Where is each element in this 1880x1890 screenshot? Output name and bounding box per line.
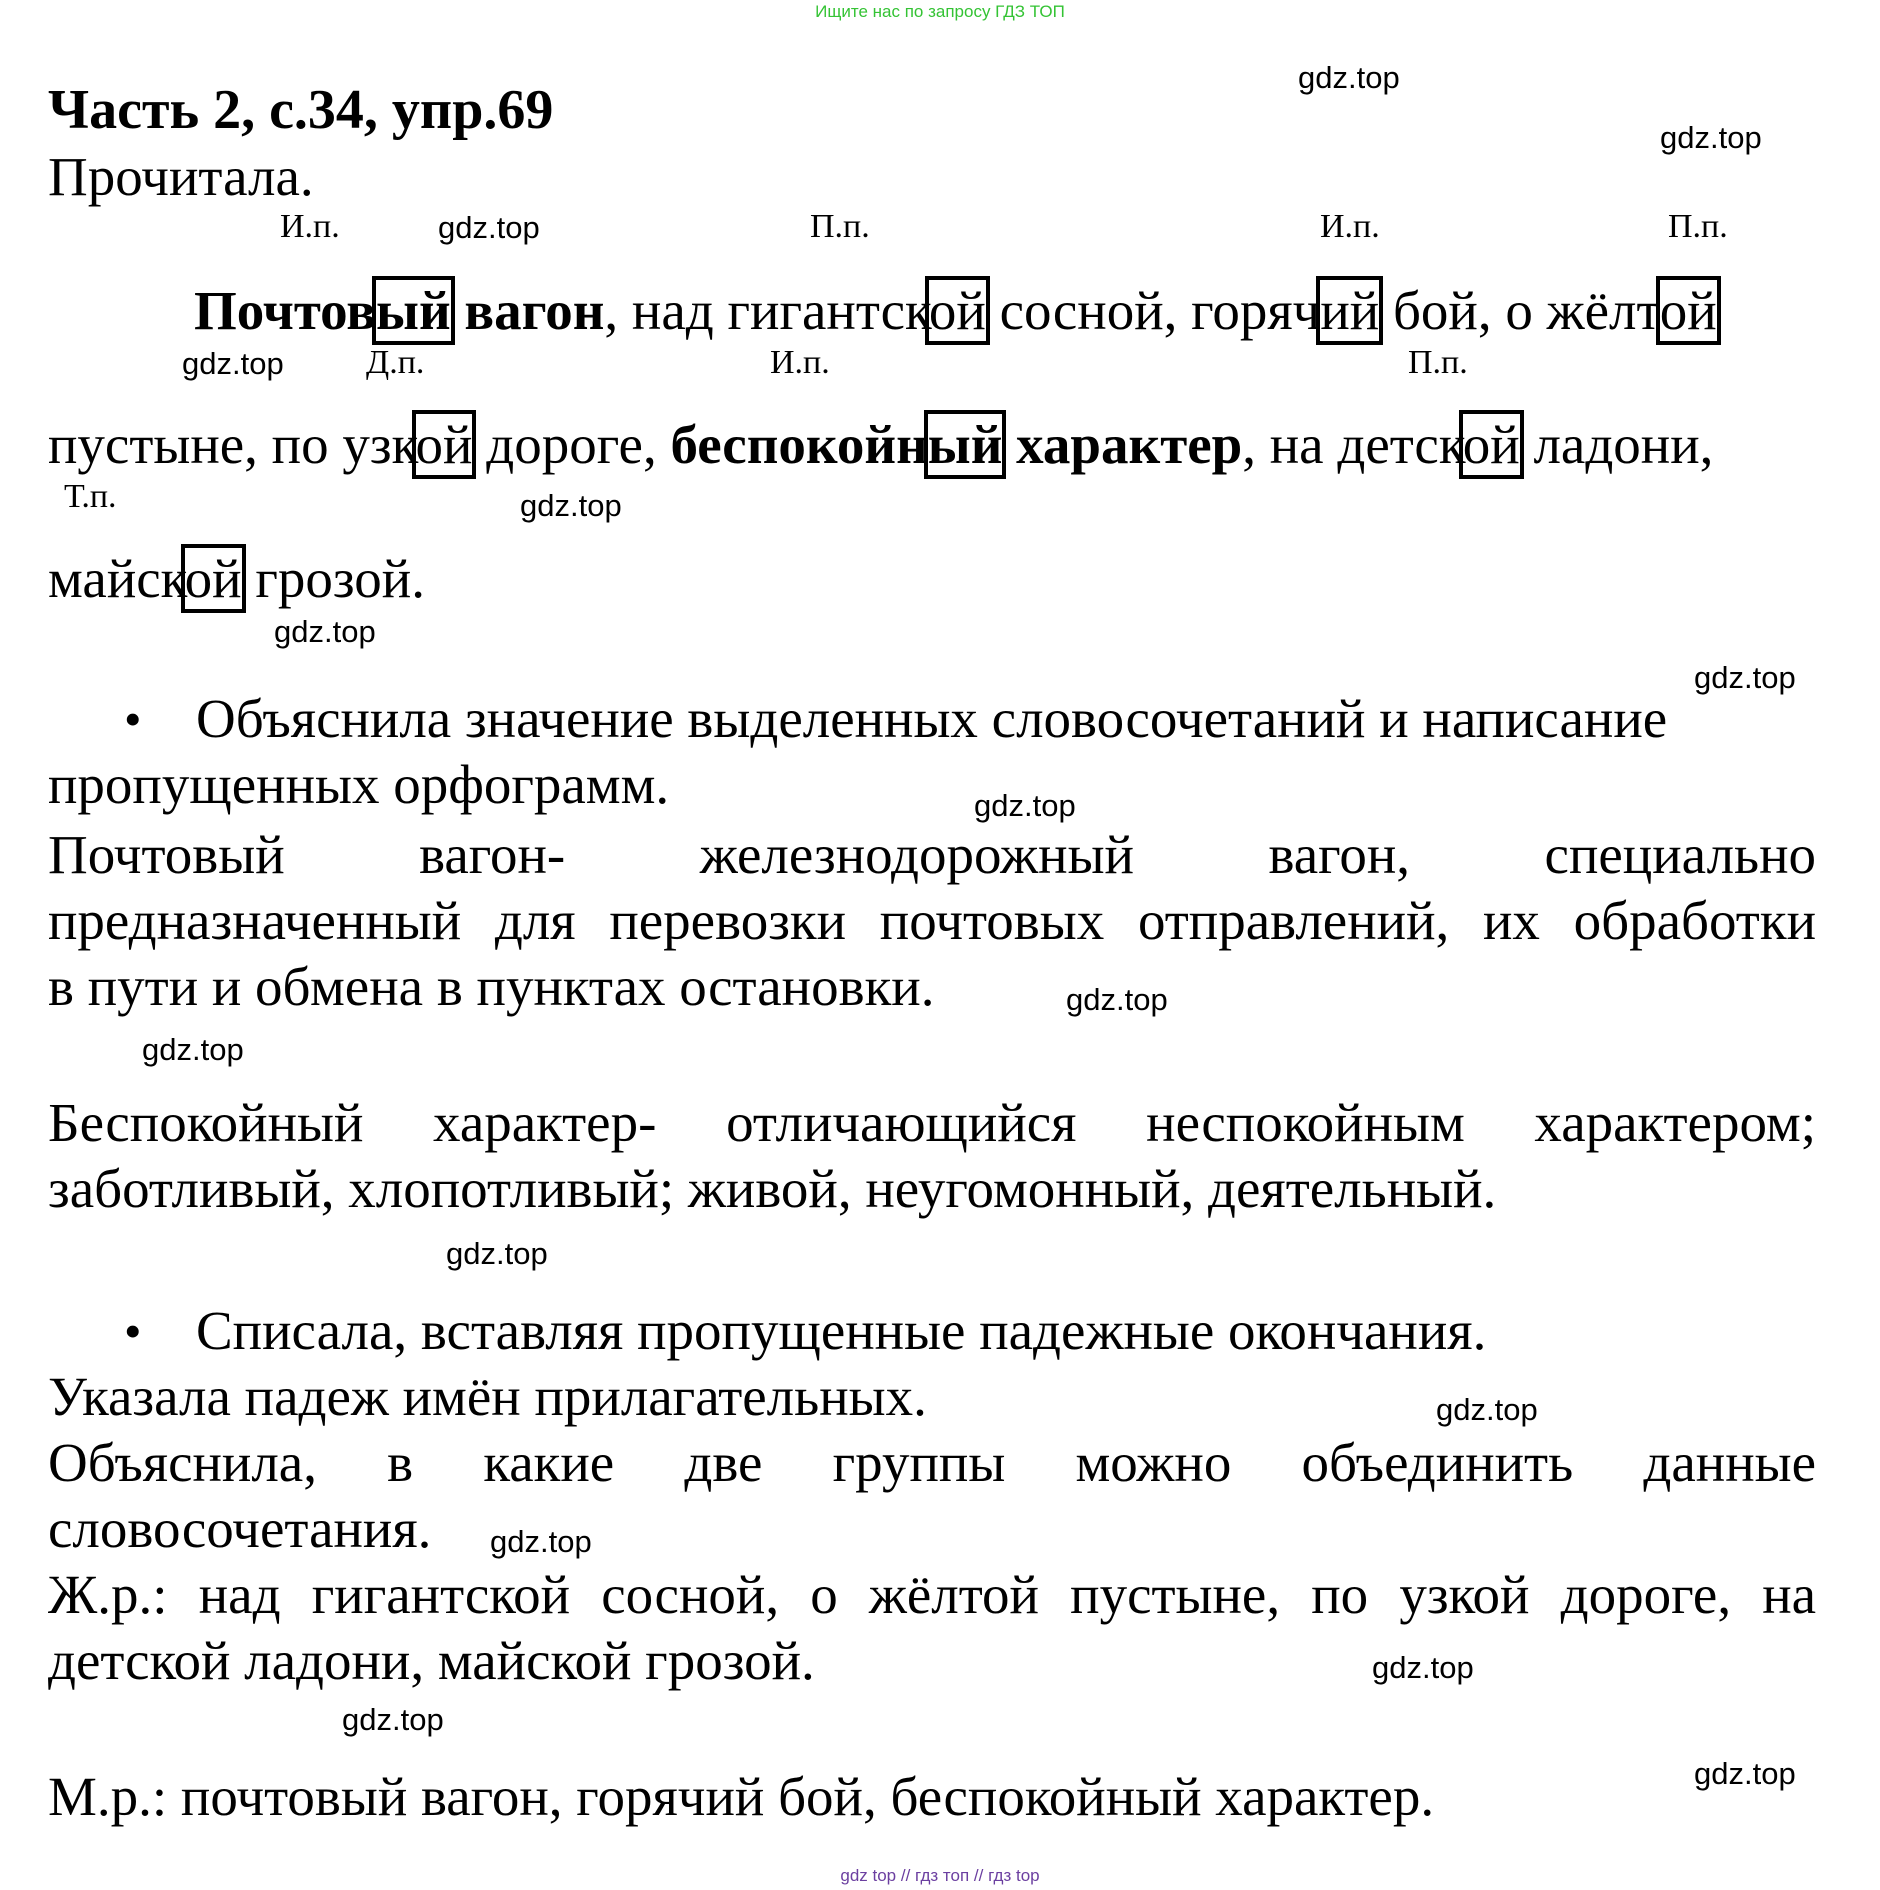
fem-line-2: детской ладони, майской грозой. <box>48 1630 815 1691</box>
boxed-ending: ый <box>376 280 451 341</box>
word-part: пустыне, по узк <box>48 414 416 475</box>
word: дороге, <box>1560 1564 1732 1625</box>
word: группы <box>832 1432 1006 1493</box>
task2-line-4: словосочетания. <box>48 1498 432 1559</box>
word: о <box>810 1564 838 1625</box>
word-part: вагон <box>450 280 605 341</box>
watermark: gdz.top <box>1298 60 1400 95</box>
bullet: • <box>124 1303 142 1359</box>
exercise-line-1 <box>194 278 1717 344</box>
watermark: gdz.top <box>1660 120 1762 155</box>
word: объединить <box>1301 1432 1574 1493</box>
case-label: П.п. <box>1668 208 1728 245</box>
def2-line-1 <box>48 1090 1816 1156</box>
word-part: характер <box>1002 414 1243 475</box>
word: пустыне, <box>1070 1564 1281 1625</box>
watermark: gdz.top <box>520 488 622 523</box>
word-part: беспокойн <box>670 414 928 475</box>
word-part: сосной, горяч <box>985 280 1321 341</box>
watermark: gdz.top <box>274 614 376 649</box>
case-label: П.п. <box>1408 344 1468 381</box>
page-title: Часть 2, с.34, упр.69 <box>48 79 554 141</box>
case-label: И.п. <box>280 208 340 245</box>
watermark: gdz.top <box>1436 1392 1538 1427</box>
case-label: И.п. <box>770 344 830 381</box>
boxed-ending: ый <box>927 414 1003 475</box>
footer-separator: // <box>900 1866 911 1885</box>
case-label: П.п. <box>810 208 870 245</box>
word-part: , над гигантск <box>604 280 929 341</box>
case-label: Т.п. <box>64 478 117 515</box>
footer-separator: // <box>973 1866 984 1885</box>
word: жёлтой <box>868 1564 1039 1625</box>
word: данные <box>1643 1432 1817 1493</box>
boxed-ending: ой <box>184 548 242 609</box>
word: характер- <box>433 1092 657 1153</box>
exercise-line-2 <box>48 412 1713 478</box>
word: вагон, <box>1268 824 1411 885</box>
word-part: дороге, <box>472 414 671 475</box>
boxed-ending: ой <box>928 280 986 341</box>
watermark: gdz.top <box>438 210 540 245</box>
word: Ж.р.: <box>48 1564 168 1625</box>
word: узкой <box>1399 1564 1530 1625</box>
word: сосной, <box>601 1564 780 1625</box>
watermark: gdz.top <box>1694 660 1796 695</box>
word-part: , на детск <box>1242 414 1463 475</box>
watermark: gdz.top <box>182 346 284 381</box>
read-line: Прочитала. <box>48 146 314 207</box>
footer <box>0 1866 1880 1886</box>
footer-link[interactable]: гдз top <box>988 1866 1040 1885</box>
boxed-ending: ой <box>1659 280 1717 341</box>
word: по <box>1311 1564 1369 1625</box>
task2-line-2: Указала падеж имён прилагательных. <box>48 1366 927 1427</box>
word: вагон- <box>419 824 566 885</box>
word: специально <box>1544 824 1817 885</box>
word: в <box>387 1432 414 1493</box>
task1-line-2: пропущенных орфограмм. <box>48 754 670 815</box>
bullet: • <box>124 691 142 747</box>
word: железнодорожный <box>699 824 1134 885</box>
fem-line-1 <box>48 1562 1816 1628</box>
watermark: gdz.top <box>1694 1756 1796 1791</box>
masc-line: М.р.: почтовый вагон, горячий бой, беспокойный характер. <box>48 1766 1435 1827</box>
watermark: gdz.top <box>974 788 1076 823</box>
footer-link[interactable]: гдз топ <box>915 1866 970 1885</box>
footer-link[interactable]: gdz top <box>840 1866 897 1885</box>
boxed-ending: ой <box>1462 414 1520 475</box>
top-banner: Ищите нас по запросу ГДЗ ТОП <box>815 2 1065 21</box>
watermark: gdz.top <box>446 1236 548 1271</box>
word-part: грозой. <box>241 548 425 609</box>
boxed-ending: ий <box>1320 280 1380 341</box>
word-part: Почтов <box>194 280 376 341</box>
watermark: gdz.top <box>1372 1650 1474 1685</box>
word-part: бой, о жёлт <box>1379 280 1660 341</box>
watermark: gdz.top <box>142 1032 244 1067</box>
case-label: И.п. <box>1320 208 1380 245</box>
word-part: майск <box>48 548 185 609</box>
def1-line-3: в пути и обмена в пунктах остановки. <box>48 956 935 1017</box>
word: отличающийся <box>726 1092 1077 1153</box>
watermark: gdz.top <box>490 1524 592 1559</box>
word: на <box>1762 1564 1817 1625</box>
watermark: gdz.top <box>1066 982 1168 1017</box>
word: гигантской <box>311 1564 571 1625</box>
boxed-ending: ой <box>415 414 473 475</box>
task1-line-1: Объяснила значение выделенных словосочетаний и написание <box>196 688 1668 749</box>
watermark: gdz.top <box>342 1702 444 1737</box>
word: характером; <box>1534 1092 1817 1153</box>
case-label: Д.п. <box>366 344 425 381</box>
task2-line-3 <box>48 1430 1816 1496</box>
word: Объяснила, <box>48 1432 317 1493</box>
word: над <box>198 1564 281 1625</box>
word: Почтовый <box>48 824 285 885</box>
word: какие <box>483 1432 615 1493</box>
word-part: ладони, <box>1519 414 1714 475</box>
word: неспокойным <box>1146 1092 1465 1153</box>
def2-line-2: заботливый, хлопотливый; живой, неугомонный, деятельный. <box>48 1158 1497 1219</box>
word: Беспокойный <box>48 1092 364 1153</box>
task2-line-1: Списала, вставляя пропущенные падежные окончания. <box>196 1300 1487 1361</box>
def1-line-2: предназначенный для перевозки почтовых отправлений, их обработки <box>48 890 1816 951</box>
exercise-line-3 <box>48 546 425 612</box>
word: две <box>684 1432 763 1493</box>
word: можно <box>1075 1432 1232 1493</box>
def1-line-1 <box>48 822 1816 888</box>
